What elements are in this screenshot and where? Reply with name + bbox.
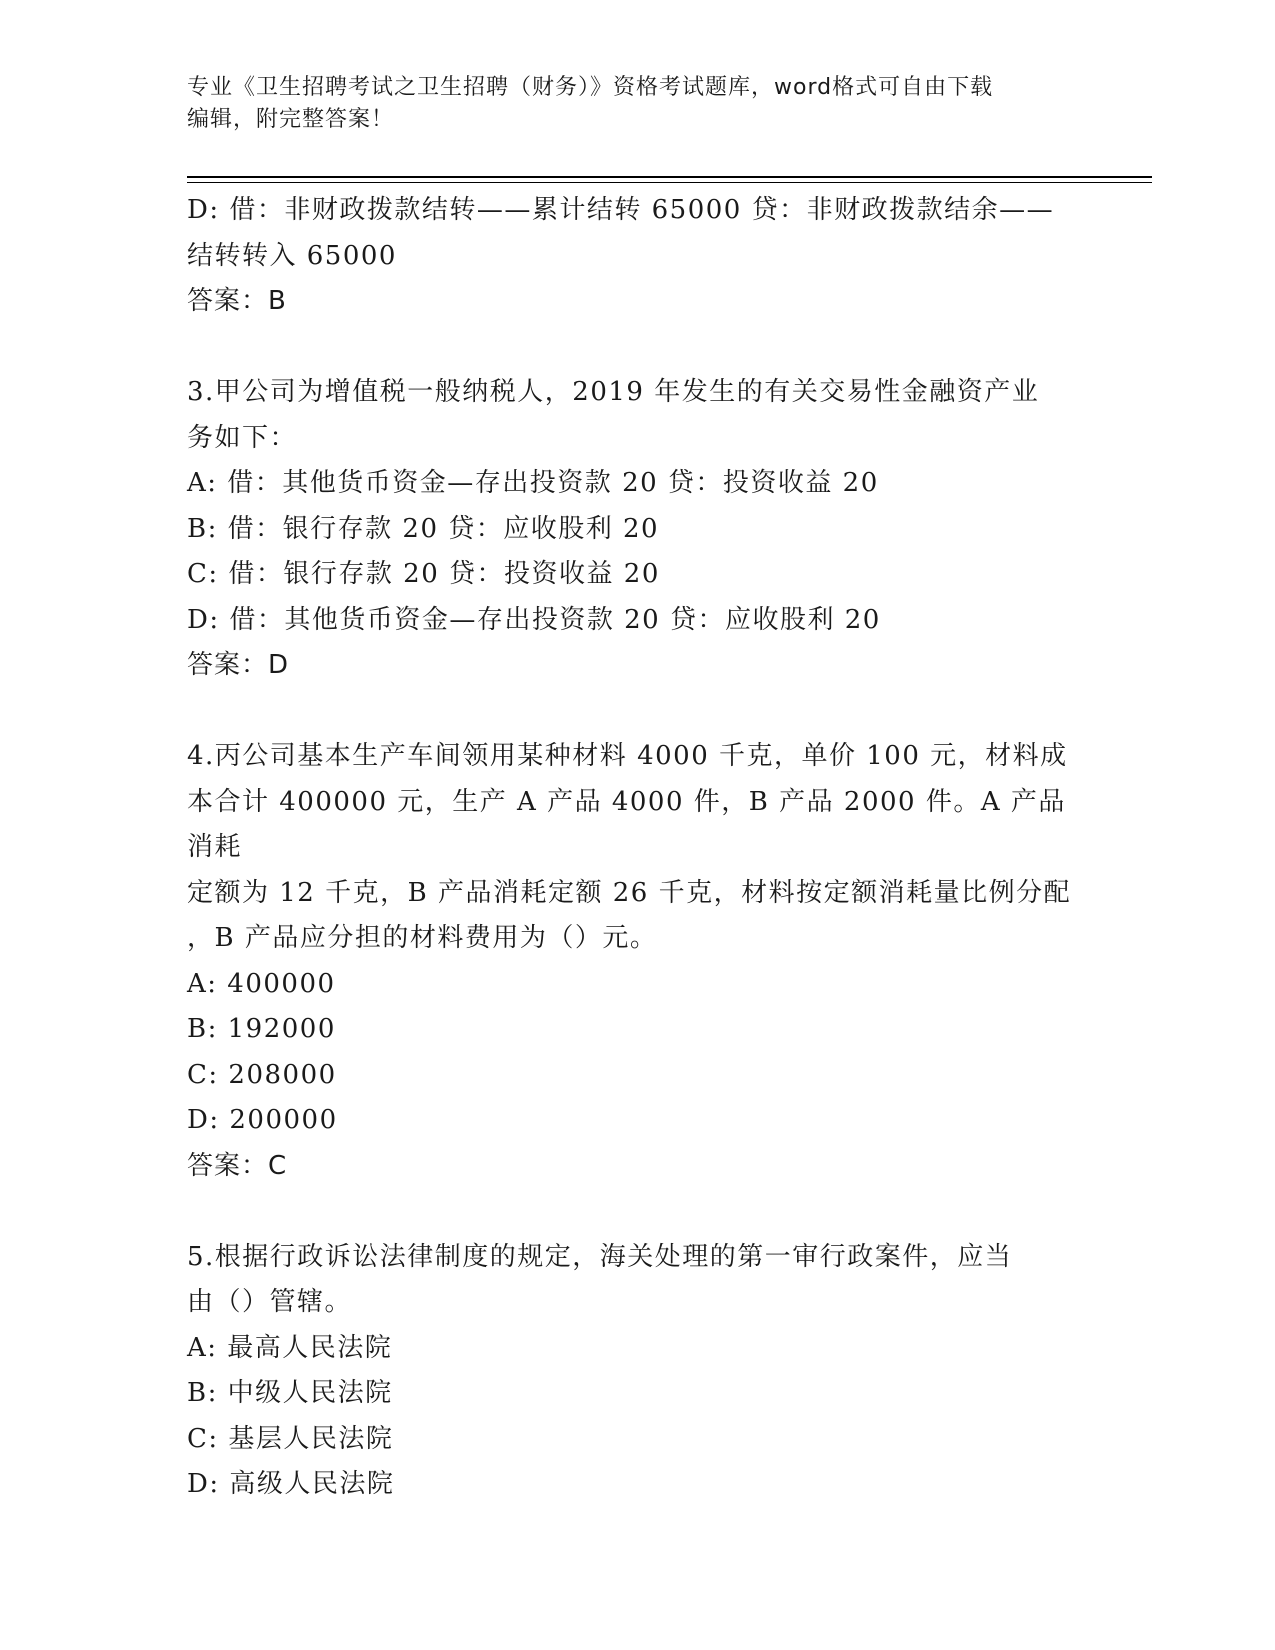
header-line-1: 专业《卫生招聘考试之卫生招聘（财务）》资格考试题库，word格式可自由下载 (187, 75, 994, 100)
option-a: A: 借：其他货币资金—存出投资款 20 贷：投资收益 20 (187, 468, 879, 498)
question-stem-line: 本合计 400000 元，生产 A 产品 4000 件，B 产品 2000 件。A 产品消耗 (187, 786, 1066, 862)
option-c: C: 借：银行存款 20 贷：投资收益 20 (187, 559, 660, 589)
question-5 (187, 1235, 1087, 1508)
option-d: D: 200000 (187, 1105, 338, 1135)
question-4 (187, 734, 1087, 1189)
question-stem-line: 由（）管辖。 (187, 1287, 353, 1317)
header-divider-thick (187, 176, 1152, 178)
option-c: C: 基层人民法院 (187, 1423, 394, 1454)
answer: 答案：B (187, 286, 287, 316)
answer: 答案：D (187, 650, 290, 680)
question-stem-line: 3.甲公司为增值税一般纳税人，2019 年发生的有关交易性金融资产业 (187, 377, 1040, 407)
question-stem-line: 定额为 12 千克，B 产品消耗定额 26 千克，材料按定额消耗量比例分配 (187, 877, 1072, 908)
question-2-tail (187, 188, 1087, 325)
document-header (187, 72, 1067, 136)
question-stem-line: 5.根据行政诉讼法律制度的规定，海关处理的第一审行政案件，应当 (187, 1241, 1013, 1272)
option-a: A: 最高人民法院 (187, 1332, 393, 1363)
option-c: C: 208000 (187, 1059, 337, 1090)
option-d-line-1: D: 借：非财政拨款结转——累计结转 65000 贷：非财政拨款结余—— (187, 195, 1055, 225)
document-body (187, 188, 1087, 1508)
header-divider-thin (187, 182, 1152, 183)
question-stem-line: ，B 产品应分担的材料费用为（）元。 (187, 923, 658, 953)
question-stem-line: 4.丙公司基本生产车间领用某种材料 4000 千克，单价 100 元，材料成 (187, 741, 1068, 771)
option-b: B: 借：银行存款 20 贷：应收股利 20 (187, 513, 660, 544)
option-d-line-2: 结转转入 65000 (187, 240, 397, 271)
option-a: A: 400000 (187, 968, 336, 999)
option-b: B: 192000 (187, 1014, 336, 1044)
answer: 答案：C (187, 1150, 288, 1181)
option-d: D: 高级人民法院 (187, 1469, 395, 1499)
question-stem-line: 务如下： (187, 422, 298, 453)
spacer (187, 689, 1087, 735)
option-b: B: 中级人民法院 (187, 1378, 393, 1408)
option-d: D: 借：其他货币资金—存出投资款 20 贷：应收股利 20 (187, 604, 881, 635)
header-line-2: 编辑，附完整答案！ (187, 107, 395, 132)
question-3 (187, 370, 1087, 689)
spacer (187, 325, 1087, 371)
spacer (187, 1189, 1087, 1235)
